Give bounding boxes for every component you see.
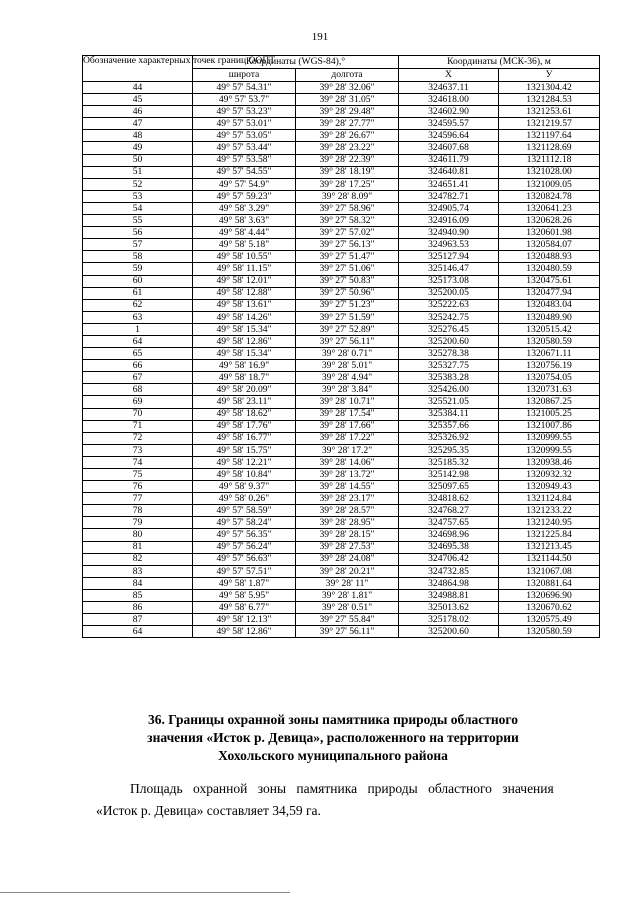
longitude-cell: 39° 28' 31.05" (296, 94, 399, 106)
latitude-cell: 49° 57' 53.01" (193, 118, 296, 130)
x-cell: 325383.28 (399, 372, 499, 384)
latitude-cell: 49° 58' 15.75" (193, 444, 296, 456)
y-cell: 1321028.00 (499, 166, 600, 178)
x-cell: 324607.68 (399, 142, 499, 154)
y-cell: 1321124.84 (499, 493, 600, 505)
table-row (83, 323, 600, 335)
longitude-cell: 39° 28' 17.25" (296, 178, 399, 190)
point-id-cell: 74 (83, 456, 193, 468)
latitude-cell: 49° 58' 5.95" (193, 589, 296, 601)
header-latitude: широта (193, 69, 296, 82)
x-cell: 324818.62 (399, 493, 499, 505)
coordinates-table (82, 55, 600, 638)
longitude-cell: 39° 27' 55.84" (296, 614, 399, 626)
header-x: X (399, 69, 499, 82)
table-row (83, 275, 600, 287)
longitude-cell: 39° 28' 18.19" (296, 166, 399, 178)
point-id-cell: 64 (83, 335, 193, 347)
y-cell: 1320824.78 (499, 190, 600, 202)
table-row (83, 529, 600, 541)
point-id-cell: 86 (83, 602, 193, 614)
x-cell: 325142.98 (399, 469, 499, 481)
x-cell: 325185.32 (399, 456, 499, 468)
point-id-cell: 68 (83, 384, 193, 396)
table-row (83, 263, 600, 275)
y-cell: 1320580.59 (499, 335, 600, 347)
x-cell: 325295.35 (399, 444, 499, 456)
y-cell: 1321112.18 (499, 154, 600, 166)
x-cell: 325326.92 (399, 432, 499, 444)
longitude-cell: 39° 27' 56.11" (296, 335, 399, 347)
point-id-cell: 59 (83, 263, 193, 275)
longitude-cell: 39° 28' 27.53" (296, 541, 399, 553)
table-row (83, 541, 600, 553)
y-cell: 1320731.63 (499, 384, 600, 396)
latitude-cell: 49° 57' 56.63" (193, 553, 296, 565)
page-number: 191 (311, 31, 329, 43)
x-cell: 325222.63 (399, 299, 499, 311)
latitude-cell: 49° 57' 56.24" (193, 541, 296, 553)
area-paragraph-line: Площадь охранной зоны памятника природы областного значения (130, 781, 554, 796)
x-cell: 325384.11 (399, 408, 499, 420)
longitude-cell: 39° 28' 17.66" (296, 420, 399, 432)
table-row (83, 614, 600, 626)
x-cell: 324905.74 (399, 202, 499, 214)
area-paragraph-line: «Исток р. Девица» составляет 34,59 га. (96, 803, 321, 818)
longitude-cell: 39° 28' 4.94" (296, 372, 399, 384)
latitude-cell: 49° 58' 5.18" (193, 239, 296, 251)
y-cell: 1321219.57 (499, 118, 600, 130)
point-id-cell: 60 (83, 275, 193, 287)
table-row (83, 348, 600, 360)
latitude-cell: 49° 57' 53.44" (193, 142, 296, 154)
y-cell: 1321240.95 (499, 517, 600, 529)
x-cell: 324640.81 (399, 166, 499, 178)
x-cell: 324637.11 (399, 82, 499, 94)
latitude-cell: 49° 57' 56.35" (193, 529, 296, 541)
latitude-cell: 49° 58' 9.37" (193, 481, 296, 493)
section-heading-line: 36. Границы охранной зоны памятника природы областного (148, 712, 518, 727)
table-row (83, 602, 600, 614)
longitude-cell: 39° 27' 56.13" (296, 239, 399, 251)
longitude-cell: 39° 28' 13.72" (296, 469, 399, 481)
point-id-cell: 84 (83, 577, 193, 589)
longitude-cell: 39° 28' 0.71" (296, 348, 399, 360)
x-cell: 324651.41 (399, 178, 499, 190)
point-id-cell: 58 (83, 251, 193, 263)
table-row (83, 94, 600, 106)
x-cell: 324916.09 (399, 215, 499, 227)
latitude-cell: 49° 58' 11.15" (193, 263, 296, 275)
longitude-cell: 39° 28' 0.51" (296, 602, 399, 614)
table-row (83, 190, 600, 202)
x-cell: 324768.27 (399, 505, 499, 517)
longitude-cell: 39° 28' 5.01" (296, 360, 399, 372)
y-cell: 1320477.94 (499, 287, 600, 299)
table-row (83, 456, 600, 468)
latitude-cell: 49° 58' 17.76" (193, 420, 296, 432)
table-row (83, 142, 600, 154)
latitude-cell: 49° 57' 53.05" (193, 130, 296, 142)
header-msk36: Координаты (МСК-36), м (399, 56, 600, 69)
point-id-cell: 81 (83, 541, 193, 553)
y-cell: 1321005.25 (499, 408, 600, 420)
table-row (83, 384, 600, 396)
x-cell: 325278.38 (399, 348, 499, 360)
point-id-cell: 69 (83, 396, 193, 408)
y-cell: 1320671.11 (499, 348, 600, 360)
x-cell: 324757.65 (399, 517, 499, 529)
longitude-cell: 39° 28' 28.95" (296, 517, 399, 529)
table-row (83, 372, 600, 384)
y-cell: 1320575.49 (499, 614, 600, 626)
longitude-cell: 39° 27' 58.96" (296, 202, 399, 214)
table-row (83, 432, 600, 444)
table-row (83, 553, 600, 565)
y-cell: 1320999.55 (499, 444, 600, 456)
longitude-cell: 39° 28' 24.08" (296, 553, 399, 565)
point-id-cell: 54 (83, 202, 193, 214)
longitude-cell: 39° 28' 23.17" (296, 493, 399, 505)
y-cell: 1320489.90 (499, 311, 600, 323)
point-id-cell: 76 (83, 481, 193, 493)
point-id-cell: 1 (83, 323, 193, 335)
longitude-cell: 39° 28' 28.57" (296, 505, 399, 517)
point-id-cell: 73 (83, 444, 193, 456)
table-row (83, 287, 600, 299)
point-id-cell: 65 (83, 348, 193, 360)
latitude-cell: 49° 57' 58.24" (193, 517, 296, 529)
x-cell: 324618.00 (399, 94, 499, 106)
section-heading-line: Хохольского муниципального района (218, 748, 448, 763)
longitude-cell: 39° 28' 32.06" (296, 82, 399, 94)
point-id-cell: 57 (83, 239, 193, 251)
latitude-cell: 49° 57' 57.51" (193, 565, 296, 577)
y-cell: 1321213.45 (499, 541, 600, 553)
longitude-cell: 39° 28' 11" (296, 577, 399, 589)
x-cell: 325200.60 (399, 626, 499, 638)
footer-divider (0, 892, 290, 893)
latitude-cell: 49° 57' 54.9" (193, 178, 296, 190)
point-id-cell: 71 (83, 420, 193, 432)
point-id-cell: 46 (83, 106, 193, 118)
table-row (83, 106, 600, 118)
longitude-cell: 39° 28' 1.81" (296, 589, 399, 601)
y-cell: 1321225.84 (499, 529, 600, 541)
table-row (83, 396, 600, 408)
x-cell: 324864.98 (399, 577, 499, 589)
latitude-cell: 49° 58' 13.61" (193, 299, 296, 311)
y-cell: 1320641.23 (499, 202, 600, 214)
point-id-cell: 72 (83, 432, 193, 444)
table-row (83, 82, 600, 94)
latitude-cell: 49° 58' 12.86" (193, 626, 296, 638)
table-row (83, 202, 600, 214)
table-row (83, 577, 600, 589)
latitude-cell: 49° 57' 54.55" (193, 166, 296, 178)
longitude-cell: 39° 27' 51.59" (296, 311, 399, 323)
x-cell: 325200.60 (399, 335, 499, 347)
table-row (83, 408, 600, 420)
table-row (83, 444, 600, 456)
x-cell: 325521.05 (399, 396, 499, 408)
table-row (83, 517, 600, 529)
longitude-cell: 39° 28' 8.09" (296, 190, 399, 202)
y-cell: 1320483.04 (499, 299, 600, 311)
table-row (83, 505, 600, 517)
latitude-cell: 49° 58' 12.13" (193, 614, 296, 626)
table-row (83, 239, 600, 251)
header-designation: Обозначение характерных точек границ ООПТ (83, 56, 193, 82)
y-cell: 1321007.86 (499, 420, 600, 432)
header-longitude: долгота (296, 69, 399, 82)
table-row (83, 420, 600, 432)
y-cell: 1320881.64 (499, 577, 600, 589)
x-cell: 325200.05 (399, 287, 499, 299)
table-row (83, 118, 600, 130)
longitude-cell: 39° 28' 10.71" (296, 396, 399, 408)
longitude-cell: 39° 27' 51.47" (296, 251, 399, 263)
longitude-cell: 39° 27' 51.23" (296, 299, 399, 311)
table-row (83, 227, 600, 239)
latitude-cell: 49° 58' 15.34" (193, 323, 296, 335)
y-cell: 1320488.93 (499, 251, 600, 263)
latitude-cell: 49° 58' 12.88" (193, 287, 296, 299)
longitude-cell: 39° 27' 52.89" (296, 323, 399, 335)
latitude-cell: 49° 58' 14.26" (193, 311, 296, 323)
point-id-cell: 80 (83, 529, 193, 541)
x-cell: 325127.94 (399, 251, 499, 263)
y-cell: 1321067.08 (499, 565, 600, 577)
y-cell: 1320867.25 (499, 396, 600, 408)
point-id-cell: 51 (83, 166, 193, 178)
x-cell: 325276.45 (399, 323, 499, 335)
x-cell: 325173.08 (399, 275, 499, 287)
y-cell: 1321284.53 (499, 94, 600, 106)
y-cell: 1320932.32 (499, 469, 600, 481)
point-id-cell: 62 (83, 299, 193, 311)
table-row (83, 166, 600, 178)
point-id-cell: 50 (83, 154, 193, 166)
longitude-cell: 39° 28' 14.06" (296, 456, 399, 468)
x-cell: 324782.71 (399, 190, 499, 202)
longitude-cell: 39° 28' 17.2" (296, 444, 399, 456)
latitude-cell: 49° 58' 4.44" (193, 227, 296, 239)
point-id-cell: 82 (83, 553, 193, 565)
x-cell: 325426.00 (399, 384, 499, 396)
latitude-cell: 49° 57' 53.58" (193, 154, 296, 166)
latitude-cell: 49° 58' 12.01" (193, 275, 296, 287)
latitude-cell: 49° 58' 15.34" (193, 348, 296, 360)
header-wgs84: Координаты (WGS-84),° (193, 56, 399, 69)
y-cell: 1320584.07 (499, 239, 600, 251)
table-row (83, 335, 600, 347)
latitude-cell: 49° 58' 20.09" (193, 384, 296, 396)
latitude-cell: 49° 57' 54.31" (193, 82, 296, 94)
x-cell: 324706.42 (399, 553, 499, 565)
point-id-cell: 47 (83, 118, 193, 130)
point-id-cell: 45 (83, 94, 193, 106)
y-cell: 1320515.42 (499, 323, 600, 335)
latitude-cell: 49° 58' 6.77" (193, 602, 296, 614)
point-id-cell: 49 (83, 142, 193, 154)
longitude-cell: 39° 28' 26.67" (296, 130, 399, 142)
point-id-cell: 85 (83, 589, 193, 601)
longitude-cell: 39° 28' 17.22" (296, 432, 399, 444)
table-row (83, 311, 600, 323)
header-y: У (499, 69, 600, 82)
latitude-cell: 49° 57' 59.23" (193, 190, 296, 202)
y-cell: 1321144.50 (499, 553, 600, 565)
table-row (83, 299, 600, 311)
x-cell: 324602.90 (399, 106, 499, 118)
point-id-cell: 53 (83, 190, 193, 202)
x-cell: 324988.81 (399, 589, 499, 601)
point-id-cell: 48 (83, 130, 193, 142)
point-id-cell: 63 (83, 311, 193, 323)
y-cell: 1321197.64 (499, 130, 600, 142)
y-cell: 1320670.62 (499, 602, 600, 614)
x-cell: 325242.75 (399, 311, 499, 323)
table-row (83, 130, 600, 142)
point-id-cell: 87 (83, 614, 193, 626)
latitude-cell: 49° 57' 53.7" (193, 94, 296, 106)
point-id-cell: 79 (83, 517, 193, 529)
point-id-cell: 44 (83, 82, 193, 94)
x-cell: 325357.66 (399, 420, 499, 432)
table-row (83, 251, 600, 263)
x-cell: 324732.85 (399, 565, 499, 577)
point-id-cell: 52 (83, 178, 193, 190)
point-id-cell: 83 (83, 565, 193, 577)
latitude-cell: 49° 57' 58.59" (193, 505, 296, 517)
table-row (83, 469, 600, 481)
point-id-cell: 70 (83, 408, 193, 420)
y-cell: 1320628.26 (499, 215, 600, 227)
latitude-cell: 49° 58' 1.87" (193, 577, 296, 589)
latitude-cell: 49° 58' 23.11" (193, 396, 296, 408)
table-row (83, 154, 600, 166)
x-cell: 324698.96 (399, 529, 499, 541)
table-body (83, 82, 600, 638)
point-id-cell: 66 (83, 360, 193, 372)
x-cell: 325146.47 (399, 263, 499, 275)
y-cell: 1320754.05 (499, 372, 600, 384)
x-cell: 324611.79 (399, 154, 499, 166)
table-row (83, 215, 600, 227)
table-row (83, 481, 600, 493)
point-id-cell: 67 (83, 372, 193, 384)
y-cell: 1320949.43 (499, 481, 600, 493)
x-cell: 325013.62 (399, 602, 499, 614)
table-row (83, 493, 600, 505)
latitude-cell: 49° 58' 12.21" (193, 456, 296, 468)
point-id-cell: 75 (83, 469, 193, 481)
longitude-cell: 39° 28' 14.55" (296, 481, 399, 493)
longitude-cell: 39° 27' 56.11" (296, 626, 399, 638)
y-cell: 1320696.90 (499, 589, 600, 601)
longitude-cell: 39° 28' 29.48" (296, 106, 399, 118)
y-cell: 1321253.61 (499, 106, 600, 118)
latitude-cell: 49° 58' 18.62" (193, 408, 296, 420)
longitude-cell: 39° 28' 3.84" (296, 384, 399, 396)
latitude-cell: 49° 58' 0.26" (193, 493, 296, 505)
y-cell: 1321009.05 (499, 178, 600, 190)
longitude-cell: 39° 28' 27.77" (296, 118, 399, 130)
section-heading (60, 711, 606, 765)
longitude-cell: 39° 27' 50.96" (296, 287, 399, 299)
x-cell: 324596.64 (399, 130, 499, 142)
longitude-cell: 39° 27' 50.83" (296, 275, 399, 287)
latitude-cell: 49° 58' 10.84" (193, 469, 296, 481)
longitude-cell: 39° 28' 17.54" (296, 408, 399, 420)
latitude-cell: 49° 58' 10.55" (193, 251, 296, 263)
point-id-cell: 55 (83, 215, 193, 227)
longitude-cell: 39° 27' 57.02" (296, 227, 399, 239)
table-row (83, 565, 600, 577)
longitude-cell: 39° 27' 51.06" (296, 263, 399, 275)
longitude-cell: 39° 27' 58.32" (296, 215, 399, 227)
x-cell: 325178.02 (399, 614, 499, 626)
table-row (83, 589, 600, 601)
x-cell: 325097.65 (399, 481, 499, 493)
y-cell: 1321128.69 (499, 142, 600, 154)
y-cell: 1320999.55 (499, 432, 600, 444)
latitude-cell: 49° 58' 16.9" (193, 360, 296, 372)
table-row (83, 178, 600, 190)
longitude-cell: 39° 28' 22.39" (296, 154, 399, 166)
y-cell: 1320756.19 (499, 360, 600, 372)
point-id-cell: 56 (83, 227, 193, 239)
point-id-cell: 64 (83, 626, 193, 638)
latitude-cell: 49° 58' 3.29" (193, 202, 296, 214)
latitude-cell: 49° 58' 12.86" (193, 335, 296, 347)
table-row (83, 626, 600, 638)
section-heading-line: значения «Исток р. Девица», расположенного на территории (147, 730, 519, 745)
y-cell: 1320601.98 (499, 227, 600, 239)
y-cell: 1320938.46 (499, 456, 600, 468)
latitude-cell: 49° 58' 16.77" (193, 432, 296, 444)
x-cell: 324963.53 (399, 239, 499, 251)
x-cell: 324695.38 (399, 541, 499, 553)
longitude-cell: 39° 28' 28.15" (296, 529, 399, 541)
y-cell: 1320580.59 (499, 626, 600, 638)
y-cell: 1321233.22 (499, 505, 600, 517)
latitude-cell: 49° 58' 3.63" (193, 215, 296, 227)
point-id-cell: 61 (83, 287, 193, 299)
longitude-cell: 39° 28' 20.21" (296, 565, 399, 577)
point-id-cell: 78 (83, 505, 193, 517)
latitude-cell: 49° 57' 53.23" (193, 106, 296, 118)
x-cell: 325327.75 (399, 360, 499, 372)
point-id-cell: 77 (83, 493, 193, 505)
table-row (83, 360, 600, 372)
x-cell: 324595.57 (399, 118, 499, 130)
latitude-cell: 49° 58' 18.7" (193, 372, 296, 384)
longitude-cell: 39° 28' 23.22" (296, 142, 399, 154)
x-cell: 324940.90 (399, 227, 499, 239)
y-cell: 1320475.61 (499, 275, 600, 287)
y-cell: 1320480.59 (499, 263, 600, 275)
y-cell: 1321304.42 (499, 82, 600, 94)
